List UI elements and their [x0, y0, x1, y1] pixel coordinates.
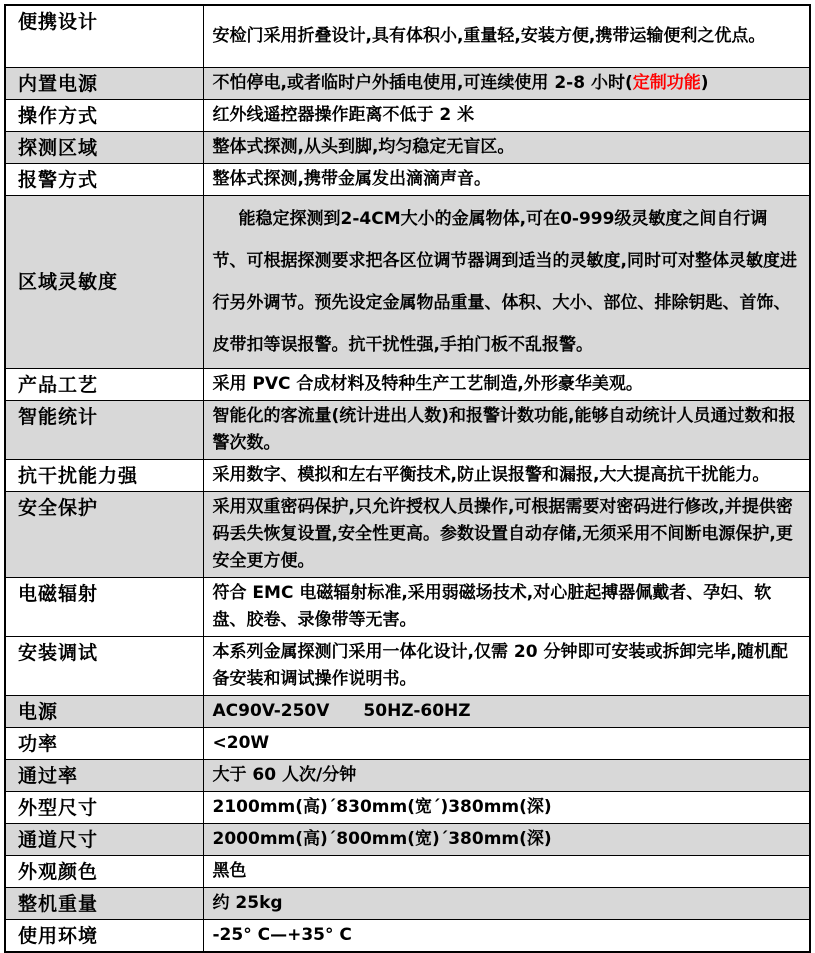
row-label: 智能统计 — [5, 400, 203, 459]
table-row — [5, 855, 810, 887]
highlighted-text: 定制功能 — [632, 72, 701, 93]
table-row — [5, 400, 810, 459]
row-label: 通过率 — [5, 759, 203, 791]
row-value: AC90V-250V 50HZ-60HZ — [203, 695, 810, 727]
row-value: 2100mm(高)´830mm(宽´)380mm(深) — [203, 791, 810, 823]
row-value: 约 25kg — [203, 887, 810, 919]
row-value: 智能化的客流量(统计进出人数)和报警计数功能,能够自动统计人员通过数和报警次数。 — [203, 400, 810, 459]
row-value: 采用双重密码保护,只允许授权人员操作,可根据需要对密码进行修改,并提供密码丢失恢复设置,安全性更高。参数设置自动存储,无须采用不间断电源保护,更安全更方便。 — [203, 491, 810, 577]
table-row — [5, 131, 810, 163]
row-value: 符合 EMC 电磁辐射标准,采用弱磁场技术,对心脏起搏器佩戴者、孕妇、软盘、胶卷、录像带等无害。 — [203, 577, 810, 636]
table-row — [5, 163, 810, 195]
row-label: 电源 — [5, 695, 203, 727]
row-label: 区域灵敏度 — [5, 195, 203, 368]
product-spec-table — [4, 4, 811, 953]
row-label: 便携设计 — [5, 5, 203, 67]
table-row — [5, 727, 810, 759]
table-row — [5, 459, 810, 491]
row-value: 采用数字、模拟和左右平衡技术,防止误报警和漏报,大大提高抗干扰能力。 — [203, 459, 810, 491]
table-row — [5, 791, 810, 823]
table-row — [5, 919, 810, 952]
row-label: 报警方式 — [5, 163, 203, 195]
row-label: 外观颜色 — [5, 855, 203, 887]
table-row — [5, 887, 810, 919]
row-value: 安检门采用折叠设计,具有体积小,重量轻,安装方便,携带运输便利之优点。 — [203, 5, 810, 67]
table-row — [5, 99, 810, 131]
row-value: 整体式探测,携带金属发出滴滴声音。 — [203, 163, 810, 195]
row-label: 内置电源 — [5, 67, 203, 99]
table-row — [5, 695, 810, 727]
row-label: 产品工艺 — [5, 368, 203, 400]
row-value: 整体式探测,从头到脚,均匀稳定无盲区。 — [203, 131, 810, 163]
row-value: 能稳定探测到2-4CM大小的金属物体,可在0-999级灵敏度之间自行调节、可根据探测要求把各区位调节器调到适当的灵敏度,同时可对整体灵敏度进行另外调节。预先设定金属物品重量、体积、大小、部位、排除钥匙、首饰、皮带扣等误报警。抗干扰性强,手拍门板不乱报警。 — [203, 195, 810, 368]
row-label: 操作方式 — [5, 99, 203, 131]
table-row — [5, 368, 810, 400]
row-label: 使用环境 — [5, 919, 203, 952]
row-value: 红外线遥控器操作距离不低于 2 米 — [203, 99, 810, 131]
row-label: 外型尺寸 — [5, 791, 203, 823]
row-value: 黑色 — [203, 855, 810, 887]
row-label: 抗干扰能力强 — [5, 459, 203, 491]
row-value: 2000mm(高)´800mm(宽)´380mm(深) — [203, 823, 810, 855]
row-label: 整机重量 — [5, 887, 203, 919]
table-row — [5, 67, 810, 99]
row-value-suffix: ) — [700, 72, 709, 93]
row-label: 电磁辐射 — [5, 577, 203, 636]
row-label: 探测区域 — [5, 131, 203, 163]
table-row — [5, 577, 810, 636]
table-row — [5, 759, 810, 791]
row-value: 本系列金属探测门采用一体化设计,仅需 20 分钟即可安装或拆卸完毕,随机配备安装和调试操作说明书。 — [203, 636, 810, 695]
row-value — [203, 67, 810, 99]
row-value: 采用 PVC 合成材料及特种生产工艺制造,外形豪华美观。 — [203, 368, 810, 400]
row-label: 通道尺寸 — [5, 823, 203, 855]
table-row — [5, 636, 810, 695]
table-row — [5, 5, 810, 67]
table-row — [5, 491, 810, 577]
row-label: 功率 — [5, 727, 203, 759]
row-label: 安全保护 — [5, 491, 203, 577]
row-value: -25° C—+35° C — [203, 919, 810, 952]
table-row — [5, 195, 810, 368]
table-row — [5, 823, 810, 855]
row-label: 安装调试 — [5, 636, 203, 695]
row-value: 大于 60 人次/分钟 — [203, 759, 810, 791]
row-value: <20W — [203, 727, 810, 759]
row-value-text: 不怕停电,或者临时户外插电使用,可连续使用 2-8 小时( — [212, 72, 633, 93]
